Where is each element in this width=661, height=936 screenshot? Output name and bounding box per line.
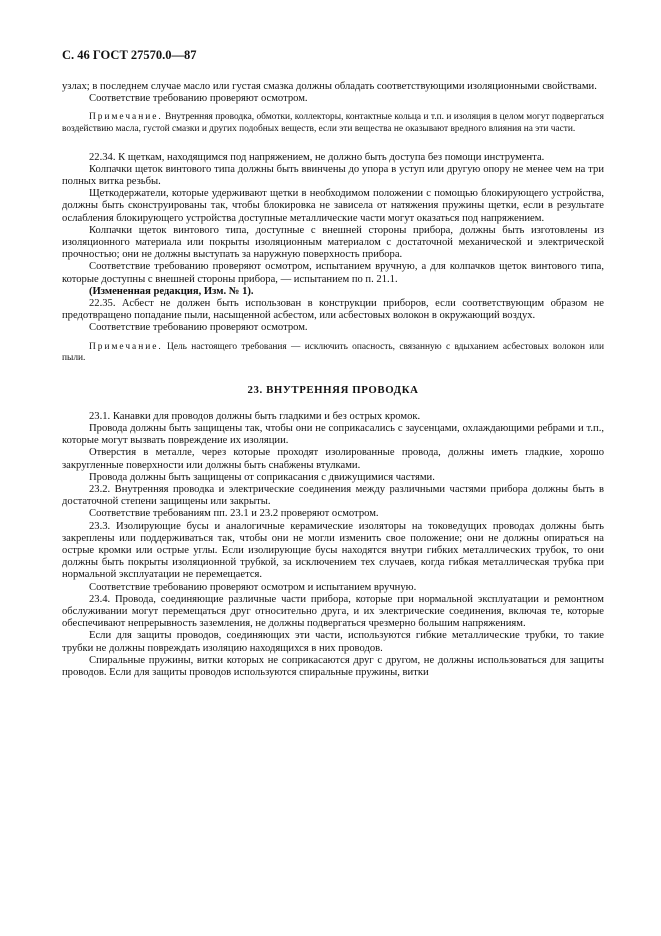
paragraph: Соответствие требованию проверяют осмотром и испытанием вручную. xyxy=(89,581,417,593)
note xyxy=(62,342,604,365)
paragraph: 23.1. Канавки для проводов должны быть гладкими и без острых кромок. xyxy=(89,410,421,422)
paragraph: Провода должны быть защищены так, чтобы они не соприкасались с заусенцами, охлаждающими ребрами и т.п., которые могут вызвать повреждение их изоляции. xyxy=(62,423,604,447)
amendment-note: (Измененная редакция, Изм. № 1). xyxy=(89,285,254,297)
paragraph: Соответствие требованиям пп. 23.1 и 23.2 проверяют осмотром. xyxy=(89,508,379,520)
page-header: С. 46 ГОСТ 27570.0—87 xyxy=(62,48,197,62)
note-label: Примечание. xyxy=(89,112,163,123)
paragraph: Колпачки щеток винтового типа, доступные с внешней стороны прибора, должны быть изготовлены из изоляционного материала или покрыты изоляционным материалом с достаточной механической и электрической прочностью; они не должны выступать за наружную поверхность прибора. xyxy=(62,224,604,261)
note xyxy=(62,112,604,135)
paragraph: Отверстия в металле, через которые проходят изолированные провода, должны иметь гладкие, хорошо закругленные поверхности или должны быть снабжены втулками. xyxy=(62,447,604,471)
paragraph: Соответствие требованию проверяют осмотром. xyxy=(89,93,308,105)
paragraph: 23.3. Изолирующие бусы и аналогичные керамические изоляторы на токоведущих проводах должны быть закреплены или поддерживаться так, чтобы они не могли изменить свое положение; они не должны опираться на острые кромки или острые углы. Если изолирующие бусы находятся внутри гибких металлических трубок, то они должны быть покрыты изоляционной трубкой, за исключением тех случаев, когда гибкая металлическая трубка при нормальной эксплуатации не перемещается. xyxy=(62,520,604,581)
note-text: Цель настоящего требования — исключить опасность, связанную с вдыханием асбестовых волокон или пыли. xyxy=(62,341,604,364)
paragraph: Щеткодержатели, которые удерживают щетки в необходимом положении с помощью блокирующего устройства, должны быть сконструированы так, чтобы блокировка не зависела от натяжения пружины щетки, если в результате ослабления блокирующего устройства доступные металлические части могут оказаться под напряжением. xyxy=(62,188,604,224)
paragraph: Если для защиты проводов, соединяющих эти части, используются гибкие металлические трубки, то такие трубки не должны повреждать изоляцию находящихся в них проводов. xyxy=(62,630,604,654)
paragraph: 23.2. Внутренняя проводка и электрические соединения между различными частями прибора должны быть в достаточной степени защищены или закрыты. xyxy=(62,484,604,508)
paragraph: 23.4. Провода, соединяющие различные части прибора, которые при нормальной эксплуатации и ремонтном обслуживании могут перемещаться друг относительно друга, и их электрические соединения, включая те, которые обеспечивают непрерывность заземления, не должны подвергаться чрезмерно большим напряжениям. xyxy=(62,593,604,630)
paragraph: 22.34. К щеткам, находящимся под напряжением, не должно быть доступа без помощи инструмента. xyxy=(89,151,545,163)
paragraph: узлах; в последнем случае масло или густая смазка должны обладать соответствующими изоляционными свойствами. xyxy=(62,81,597,92)
paragraph: Соответствие требованию проверяют осмотром, испытанием вручную, а для колпачков щеток винтового типа, которые доступны с внешней стороны прибора, — испытанием по п. 21.1. xyxy=(62,261,604,285)
paragraph: Спиральные пружины, витки которых не соприкасаются друг с другом, не должны использоваться для защиты проводов. Если для защиты проводов используются спиральные пружины, витки xyxy=(62,654,604,679)
paragraph: 22.35. Асбест не должен быть использован в конструкции приборов, если соответствующим образом не предотвращено попадание пыли, насыщенной асбестом, или асбестовых волокон в окружающий воздух. xyxy=(62,298,604,322)
paragraph: Колпачки щеток винтового типа должны быть ввинчены до упора в уступ или другую опору не менее чем на три полных витка резьбы. xyxy=(62,163,604,187)
note-label: Примечание. xyxy=(89,341,163,352)
document-page xyxy=(62,48,604,679)
paragraph: Соответствие требованию проверяют осмотром. xyxy=(89,322,308,334)
paragraph: Провода должны быть защищены от соприкасания с движущимися частями. xyxy=(89,471,435,483)
section-title: 23. ВНУТРЕННЯЯ ПРОВОДКА xyxy=(247,383,419,396)
note-text: Внутренняя проводка, обмотки, коллекторы, контактные кольца и т.п. и изоляция в целом могут подвергаться воздействию масла, густой смазки и других подобных веществ, если эти вещества не оказывают вредного влияния на эти части. xyxy=(62,112,604,134)
